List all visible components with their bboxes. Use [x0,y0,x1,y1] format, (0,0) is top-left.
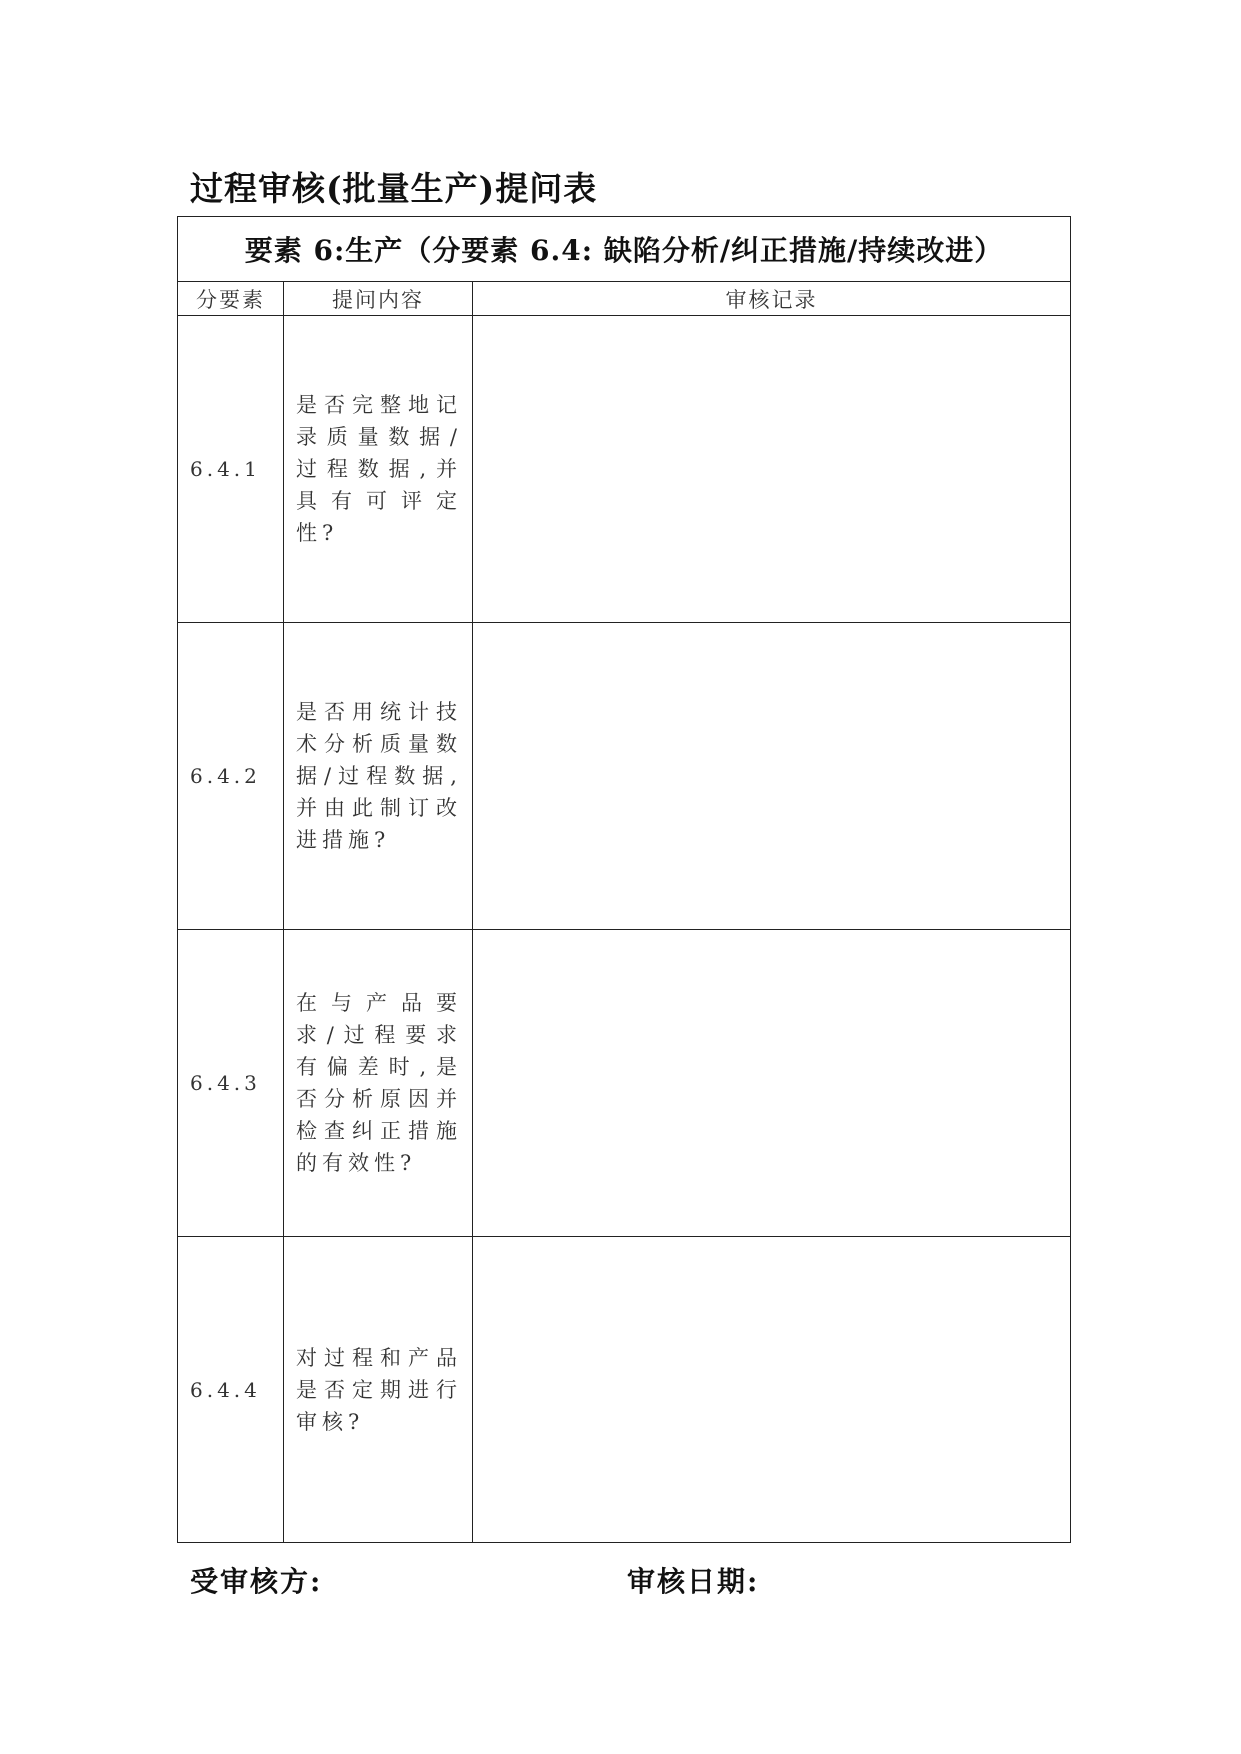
audit-date-label: 审核日期: [627,1565,760,1598]
audit-record-field[interactable] [473,930,1071,1237]
audit-record-field[interactable] [473,316,1071,623]
question-text: 是否用统计技术分析质量数据/过程数据,并由此制订改进措施? [284,623,473,930]
section-header-row [178,217,1071,282]
audit-question-table [177,216,1071,1543]
sub-element-code: 6.4.1 [178,316,284,623]
table-row [178,930,1071,1237]
question-text: 是否完整地记录质量数据/过程数据,并具有可评定性? [284,316,473,623]
table-row [178,623,1071,930]
table-row [178,316,1071,623]
column-header-record: 审核记录 [473,282,1071,316]
column-header-question: 提问内容 [284,282,473,316]
column-header-row [178,282,1071,316]
audit-record-field[interactable] [473,1237,1071,1543]
question-text: 对过程和产品是否定期进行审核? [284,1237,473,1543]
column-header-sub-element: 分要素 [178,282,284,316]
sub-element-code: 6.4.2 [178,623,284,930]
question-text: 在与产品要求/过程要求有偏差时,是否分析原因并检查纠正措施的有效性? [284,930,473,1237]
page-title: 过程审核(批量生产)提问表 [190,169,598,208]
section-header: 要素 6:生产（分要素 6.4: 缺陷分析/纠正措施/持续改进） [178,217,1071,282]
table-row [178,1237,1071,1543]
audit-record-field[interactable] [473,623,1071,930]
sub-element-code: 6.4.3 [178,930,284,1237]
sub-element-code: 6.4.4 [178,1237,284,1543]
auditee-label: 受审核方: [190,1565,323,1598]
